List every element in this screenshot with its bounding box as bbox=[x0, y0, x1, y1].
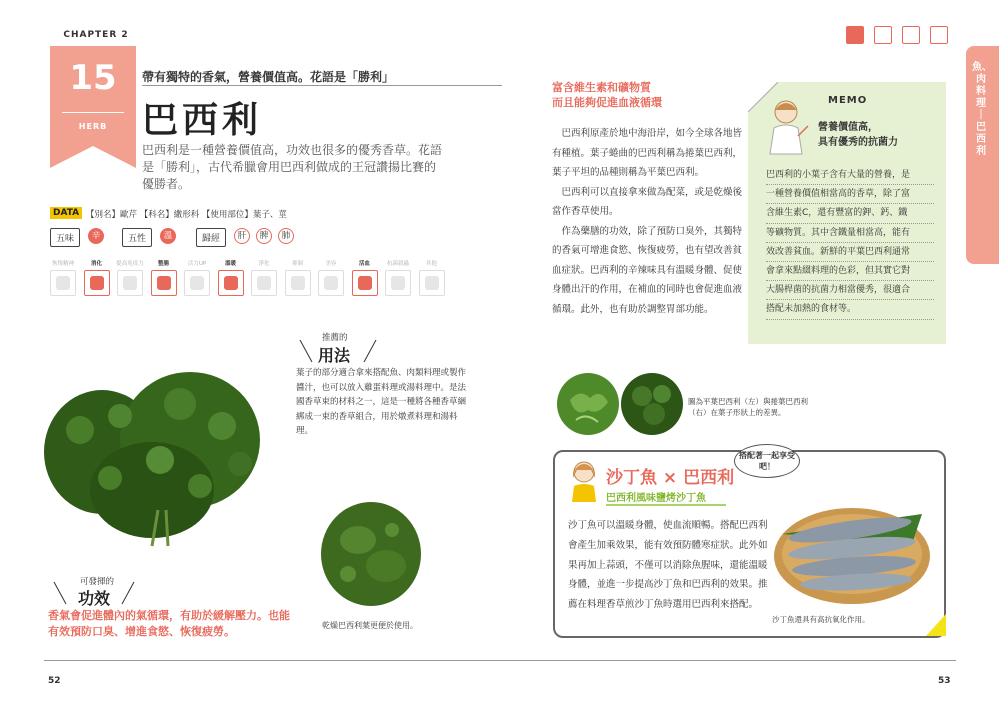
meridian-lung: 肺 bbox=[278, 228, 294, 244]
right-paragraph: 巴西利原產於地中海沿岸，如今全球各地皆有種植。葉子蜷曲的巴西利稱為捲葉巴西利，葉子平坦的品種則稱為平葉巴西利。 bbox=[552, 128, 743, 178]
battery-icon bbox=[184, 270, 210, 296]
effect-label: 淨化 bbox=[258, 261, 270, 267]
memo-line: 大腸桿菌的抗菌力相當優秀，很適合 bbox=[766, 281, 934, 300]
compare-caption: 圖為平葉巴西利（左）與捲葉巴西利（右）在葉子形狀上的差異。 bbox=[688, 397, 808, 417]
right-paragraph: 作為藥膳的功效，除了預防口臭外，其獨特的香氣可增進食慾、恢復疲勞，也有望改善貧血症狀。巴西利的辛辣味具有溫暖身體、促使身體出汗的作用，在補血的同時也會促進血液循環。此外，也有助於調整胃部功能。 bbox=[552, 225, 743, 315]
page-number-right: 53 bbox=[938, 676, 951, 686]
cup-icon bbox=[318, 270, 344, 296]
shield-icon bbox=[117, 270, 143, 296]
data-tag: DATA bbox=[50, 207, 82, 219]
girl-illustration bbox=[566, 458, 602, 502]
effect-label: 恢復精神 bbox=[51, 261, 74, 267]
title-rule bbox=[142, 85, 502, 86]
five-natures-value: 溫 bbox=[160, 228, 176, 244]
meridian-spleen: 脾 bbox=[256, 228, 272, 244]
effect-glyph bbox=[425, 276, 439, 290]
right-heading bbox=[552, 80, 662, 110]
combo-title: 沙丁魚 × 巴西利 bbox=[606, 468, 735, 488]
memo-line: 會拿來點綴料理的色彩，但其實它對 bbox=[766, 262, 934, 281]
effect-label: 提高免疫力 bbox=[116, 261, 144, 267]
effect-glyph bbox=[123, 276, 137, 290]
curly-parsley-image bbox=[40, 360, 280, 550]
yellow-corner-accent bbox=[926, 614, 946, 636]
memo-subtitle-line-1: 營養價值高， bbox=[818, 122, 878, 133]
side-tab-label: 魚、肉料理｜巴西利 bbox=[972, 62, 992, 157]
benefit-text: 香氣會促進體內的氣循環，有助於緩解壓力。也能有效預防口臭、增進食慾、恢復疲勞。 bbox=[48, 609, 290, 638]
benefit-kicker: 可發揮的 bbox=[80, 577, 115, 587]
sardines-caption: 沙丁魚還具有高抗氧化作用。 bbox=[772, 615, 870, 624]
combo-speech-bubble: 搭配著一起享受吧！ bbox=[734, 444, 800, 478]
memo-line: 等礦物質。其中含鐵量相當高，能有 bbox=[766, 224, 934, 243]
effect-glyph bbox=[324, 276, 338, 290]
effect-glyph bbox=[224, 276, 238, 290]
five-tastes-label: 五味 bbox=[50, 228, 80, 247]
pen-icon bbox=[419, 270, 445, 296]
effect-label: 其他 bbox=[425, 261, 437, 267]
effect-glyph bbox=[291, 276, 305, 290]
intro-text: 巴西利是一種營養價值高，功效也很多的優秀香草。花語是「勝利」，古代希臘會用巴西利做成的王冠讚揚比賽的優勝者。 bbox=[142, 143, 443, 191]
intestine-icon bbox=[874, 26, 892, 44]
effect-glyph bbox=[190, 276, 204, 290]
person-clean-icon bbox=[251, 270, 277, 296]
dried-parsley-image bbox=[318, 494, 424, 610]
meridian-liver: 肝 bbox=[234, 228, 250, 244]
memo-text bbox=[766, 166, 934, 320]
effect-label: 美容 bbox=[325, 261, 337, 267]
combo-paragraph: 沙丁魚可以溫暖身體，使血流順暢。搭配巴西利會產生加乘效果，能有效預防體寒症狀。此外如果再加上蒜頭，不僅可以消除魚腥味，還能溫暖身體，並進一步提高沙丁魚和巴西利的效果。推薦在料理香草煎沙丁魚時選用巴西利來搭配。 bbox=[568, 520, 768, 611]
memo-title: MEMO bbox=[828, 95, 868, 106]
page-number-left: 52 bbox=[48, 676, 61, 686]
curly-parsley-closeup-image bbox=[620, 372, 684, 436]
memo-subtitle bbox=[818, 120, 898, 150]
leaf-icon bbox=[50, 270, 76, 296]
person-warm-icon bbox=[218, 270, 244, 296]
bug-icon bbox=[385, 270, 411, 296]
effect-label: 活力UP bbox=[187, 261, 207, 267]
right-paragraph: 巴西利可以直接拿來做為配菜，或是乾燥後當作香草使用。 bbox=[552, 186, 743, 217]
doctor-illustration bbox=[764, 96, 810, 156]
chapter-category: HERB bbox=[78, 122, 108, 131]
right-heading-line-1: 富含維生素和礦物質 bbox=[552, 81, 651, 94]
dried-parsley-caption: 乾燥巴西利葉更便於使用。 bbox=[322, 621, 418, 630]
memo-line: 含維生素C，還有豐富的鉀、鈣、鐵 bbox=[766, 204, 934, 223]
five-tastes-value: 辛 bbox=[88, 228, 104, 244]
right-body bbox=[552, 124, 742, 319]
heart-icon bbox=[285, 270, 311, 296]
effect-label: 活血 bbox=[358, 261, 370, 267]
page-title: 巴西利 bbox=[142, 100, 263, 141]
usage-text: 葉子的部分適合拿來搭配魚、肉類料理或製作醬汁，也可以放入雞蛋料理或湯料理中。是法國香草束的材料之一，這是一種將各種香草綑綁成一束的香草組合，用於燉煮料理和湯料理。 bbox=[296, 368, 467, 437]
usage-kicker: 推薦的 bbox=[322, 333, 348, 343]
sardines-image bbox=[772, 484, 932, 610]
data-text: 【別名】歐芹 【科名】繖形科 【使用部位】葉子、莖 bbox=[86, 210, 287, 220]
five-natures-label: 五性 bbox=[122, 228, 152, 247]
effect-label: 消化 bbox=[90, 261, 102, 267]
blood-icon bbox=[352, 270, 378, 296]
effect-label: 整腸 bbox=[157, 261, 169, 267]
combo-text bbox=[568, 516, 768, 615]
memo-line: 一種營養價值相當高的香草，除了富 bbox=[766, 185, 934, 204]
blood-icon bbox=[930, 26, 948, 44]
effect-glyph bbox=[391, 276, 405, 290]
effect-label: 溫暖 bbox=[224, 261, 236, 267]
effect-glyph bbox=[90, 276, 104, 290]
stomach-icon bbox=[846, 26, 864, 44]
flat-leaf-parsley-image bbox=[556, 372, 620, 436]
effect-glyph bbox=[358, 276, 372, 290]
chapter-number: 15 bbox=[69, 58, 117, 98]
combo-subtitle-underline bbox=[606, 504, 726, 506]
memo-line: 巴西利的小葉子含有大量的營養，是 bbox=[766, 166, 934, 185]
chapter-label: CHAPTER 2 bbox=[63, 30, 129, 40]
meridian-label: 歸經 bbox=[196, 228, 226, 247]
effect-glyph bbox=[157, 276, 171, 290]
footer-rule bbox=[44, 660, 956, 661]
benefit-title: 功效 bbox=[78, 589, 111, 608]
memo-line: 搭配未加熱的食材等。 bbox=[766, 300, 934, 319]
usage-title: 用法 bbox=[318, 346, 351, 365]
effect-glyph bbox=[257, 276, 271, 290]
person-warm-icon bbox=[902, 26, 920, 44]
page-subtitle: 帶有獨特的香氣，營養價值高。花語是「勝利」 bbox=[142, 70, 395, 84]
memo-subtitle-line-2: 具有優秀的抗菌力 bbox=[818, 137, 898, 148]
ribbon-divider bbox=[62, 112, 124, 113]
memo-line: 效改善貧血。新鮮的平葉巴西利通常 bbox=[766, 243, 934, 262]
stomach-icon bbox=[84, 270, 110, 296]
effect-glyph bbox=[56, 276, 70, 290]
right-heading-line-2: 而且能夠促進血液循環 bbox=[552, 96, 662, 109]
intestine-icon bbox=[151, 270, 177, 296]
effect-label: 抑制 bbox=[291, 261, 303, 267]
combo-subtitle: 巴西利風味鹽烤沙丁魚 bbox=[606, 493, 706, 504]
effect-label: 抗菌殺蟲 bbox=[386, 261, 409, 267]
